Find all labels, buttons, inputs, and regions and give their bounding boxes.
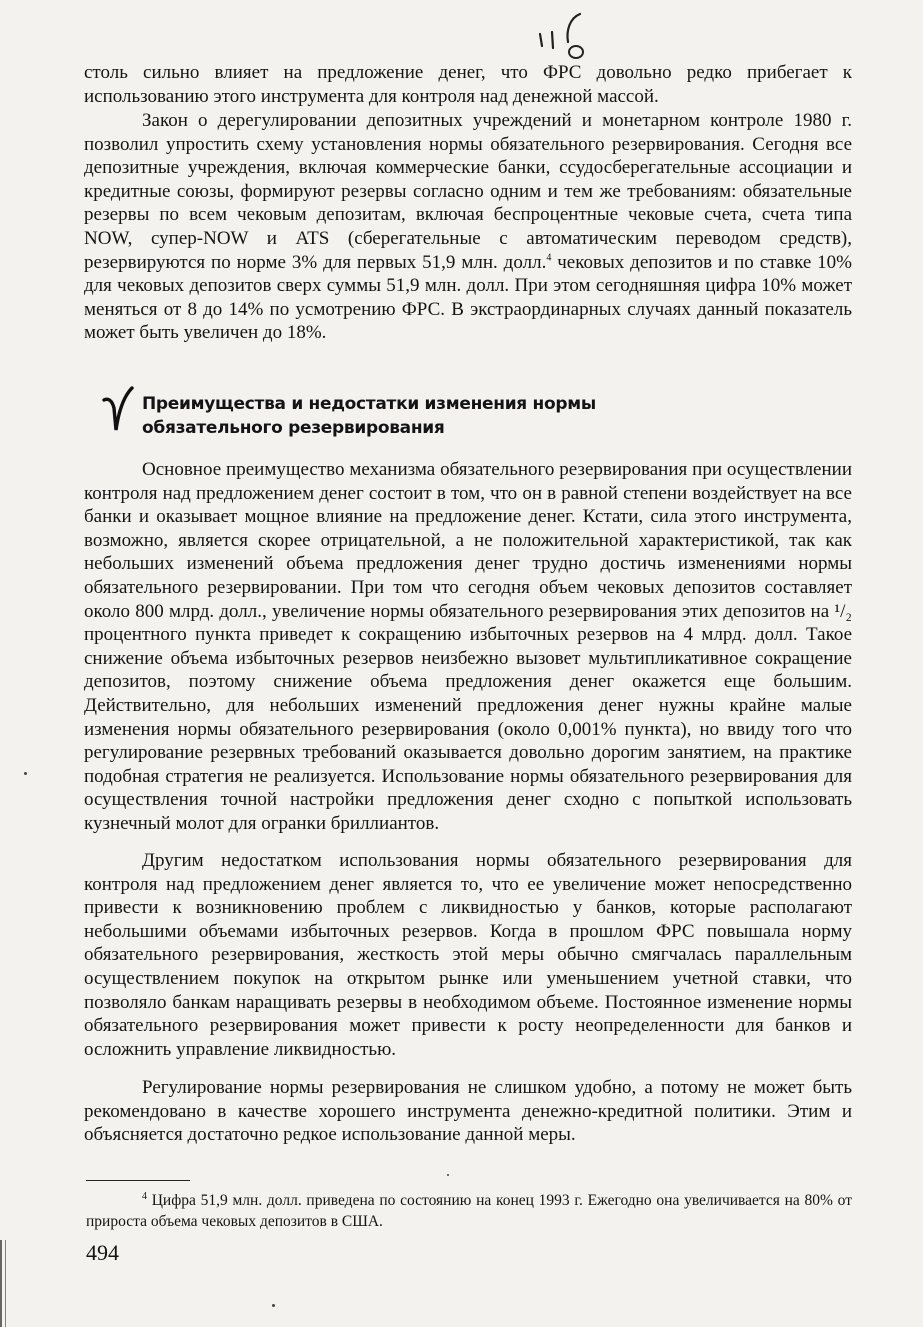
paragraph-text	[84, 109, 852, 345]
footnote-marker: 4	[142, 1190, 147, 1202]
scan-edge-artifact	[0, 1240, 12, 1327]
text-segment: чековых депозитов и по ставке 10% для чековых депозитов сверх суммы 51,9 млн. долл. При этом сегодняшняя цифра 10% может меняться от 8 до 14% по усмотрению ФРС. В экстраординарных случаях данный показатель может быть увеличен до 18%.	[84, 251, 852, 344]
footnote-divider	[86, 1180, 190, 1181]
section-heading	[142, 392, 662, 440]
paragraph-continuation	[84, 61, 852, 108]
scan-speck	[24, 772, 27, 775]
text-segment: процентного пункта приведет к сокращению избыточных резервов на 4 млрд. долл. Такое снижение объема избыточных резервов неизбежно вызовет мультипликативное сокращение депозитов, поэтому снижение объема предложения денег окажется еще большим. Действительно, для небольших изменений предложения денег нужны крайне малые изменения нормы обязательного резервирования (около 0,001% пункта), но ввиду того что регулирование резервных требований оказывается довольно дорогим занятием, на практике подобная стратегия не реализуется. Использование нормы обязательного резервирования для осуществления точной настройки предложения денег сходно с попыткой использовать кузнечный молот для огранки бриллиантов.	[84, 624, 852, 834]
paragraph-main-advantage	[84, 458, 852, 836]
fraction-one-half: ¹/₂	[834, 600, 852, 622]
footnote	[86, 1190, 852, 1232]
paragraph-text: столь сильно влияет на предложение денег, что ФРС довольно редко прибегает к использованию этого инструмента для контроля над денежной массой.	[84, 62, 852, 107]
paragraph-deregulation-law	[84, 109, 852, 345]
footnote-text: Цифра 51,9 млн. долл. приведена по состоянию на конец 1993 г. Ежегодно она увеличивается на 80% от прироста объема чековых депозитов в США.	[86, 1192, 852, 1230]
page-number: 494	[86, 1240, 119, 1265]
section-heading-line: Преимущества и недостатки изменения нормы	[142, 394, 596, 414]
section-heading-line: обязательного резервирования	[142, 418, 445, 438]
paragraph-text	[84, 458, 852, 836]
handwritten-page-mark	[530, 8, 590, 64]
footnote-reference: 4	[546, 252, 552, 264]
paragraph-text: Другим недостатком использования нормы обязательного резервирования для контроля над предложением денег является то, что ее увеличение может непосредственно привести к возникновению проблем с ликвидностью у банков, которые располагают небольшими объемами избыточных резервов. Когда в прошлом ФРС повышала норму обязательного резервирования, жесткость этой меры обычно смягчалась параллельным осуществлением покупок на открытом рынке или уменьшением учетной ставки, что позволяло банкам наращивать резервы в необходимом объеме. Постоянное изменение нормы обязательного резервирования может привести к росту неопределенности для банков и осложнить управление ликвидностью.	[84, 850, 852, 1060]
paragraph-other-drawback	[84, 849, 852, 1061]
text-segment: Закон о дерегулировании депозитных учреждений и монетарном контроле 1980 г. позволил упростить схему установления нормы обязательного резервирования. Сегодня все депозитные учреждения, включая коммерческие банки, ссудосберегательные ассоциации и кредитные союзы, формируют резервы согласно одним и тем же требованиям: обязательные резервы по всем чековым депозитам, включая беспроцентные чековые счета, счета типа NOW, супер-NOW и ATS (сберегательные с автоматическим переводом средств), резервируются по норме 3% для первых 51,9 млн. долл.	[84, 110, 852, 273]
scan-speck	[447, 1174, 449, 1176]
handwritten-mark-text: 1:6	[530, 8, 532, 9]
paragraph-regulation	[84, 1076, 852, 1147]
paragraph-text: Регулирование нормы резервирования не слишком удобно, а потому не может быть рекомендовано в качестве хорошего инструмента денежно-кредитной политики. Этим и объясняется достаточно редкое использование данной меры.	[84, 1077, 852, 1146]
scan-speck	[272, 1304, 275, 1307]
handwritten-check-icon	[100, 386, 134, 434]
text-segment: Основное преимущество механизма обязательного резервирования при осуществлении контроля над предложением денег состоит в том, что он в равной степени воздействует на все банки и оказывает мощное влияние на предложение денег. Кстати, сила этого инструмента, возможно, является скорее отрицательной, а не положительной характеристикой, так как небольших изменений объема предложения денег трудно достичь изменениями нормы обязательного резервировании. При том что сегодня объем чековых депозитов составляет около 800 млрд. долл., увеличение нормы обязательного резервирования этих депозитов на	[84, 459, 852, 622]
